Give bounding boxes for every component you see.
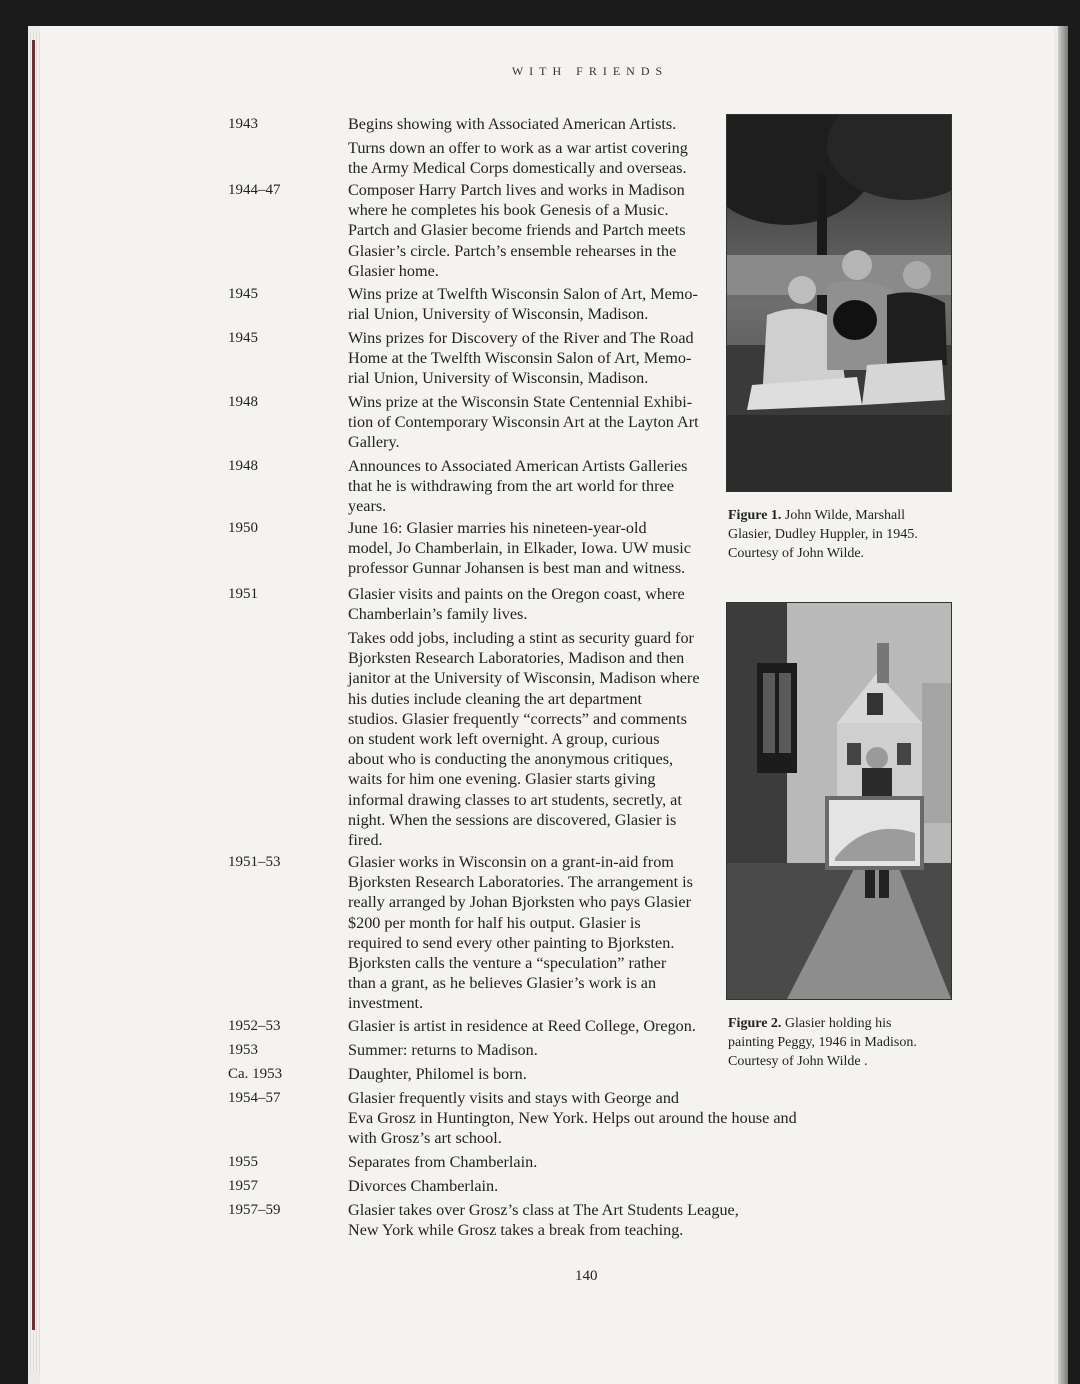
entry-line: night. When the sessions are discovered, Glasier is (348, 810, 677, 829)
entry-line: really arranged by Johan Bjorksten who pays Glasier (348, 893, 691, 912)
entry-text (348, 1176, 498, 1196)
entry-line: required to send every other painting to Bjorksten. (348, 933, 675, 952)
entry-line: $200 per month for half his output. Glasier is (348, 913, 641, 932)
entry-text (348, 1016, 696, 1036)
running-head: WITH FRIENDS (511, 64, 669, 78)
entry-text (348, 180, 686, 281)
entry-line: professor Gunnar Johansen is best man and witness. (348, 559, 686, 578)
entry-line: Glasier frequently visits and stays with George and (348, 1089, 680, 1107)
caption-line: Courtesy of John Wilde . (728, 1054, 868, 1069)
caption-line: Glasier holding his (781, 1016, 892, 1031)
entry-text (348, 1040, 538, 1060)
entry-line: Wins prize at Twelfth Wisconsin Salon of Art, Memo- (348, 285, 698, 303)
entry-line: Glasier’s circle. Partch’s ensemble rehearses in the (348, 241, 677, 260)
entry-year: 1955 (228, 1154, 258, 1170)
entry-year: 1944–47 (228, 182, 281, 198)
entry-year: 1954–57 (228, 1090, 281, 1106)
entry-line: New York while Grosz takes a break from teaching. (348, 1221, 684, 1240)
entry-year: 1957 (228, 1178, 258, 1194)
entry-line: June 16: Glasier marries his nineteen-year-old (348, 519, 647, 537)
entry-line: about who is conducting the anonymous critiques, (348, 750, 674, 769)
entry-line: where he completes his book Genesis of a Music. (348, 201, 669, 220)
entry-line: fired. (348, 831, 383, 850)
entry-year: 1943 (228, 116, 258, 132)
entry-text (348, 456, 687, 517)
entry-text (348, 1064, 527, 1084)
entry-line: Glasier visits and paints on the Oregon coast, where (348, 585, 685, 603)
book-spine-edge (32, 40, 35, 1330)
entry-year: 1950 (228, 520, 258, 536)
caption-line: Glasier, Dudley Huppler, in 1945. (728, 527, 918, 542)
entry-line: Wins prizes for Discovery of the River and The Road (348, 329, 694, 347)
page-number: 140 (575, 1268, 598, 1284)
figure-1-label: Figure 1. (728, 508, 782, 523)
entry-line: informal drawing classes to art students, secretly, at (348, 790, 682, 809)
entry-text (348, 284, 698, 324)
entry-year: 1951–53 (228, 854, 281, 870)
entry-line: Glasier works in Wisconsin on a grant-in-aid from (348, 853, 674, 871)
entry-text (348, 628, 700, 850)
entry-line: his duties include cleaning the art department (348, 689, 642, 708)
entry-line: investment. (348, 994, 424, 1013)
entry-text (348, 1088, 797, 1149)
entry-text (348, 852, 693, 1014)
entry-line: Summer: returns to Madison. (348, 1041, 538, 1059)
entry-line: Bjorksten Research Laboratories. The arrangement is (348, 873, 693, 892)
entry-text (348, 584, 685, 624)
caption-line: John Wilde, Marshall (781, 508, 906, 523)
caption-line: painting Peggy, 1946 in Madison. (728, 1035, 917, 1050)
entry-year: 1945 (228, 330, 258, 346)
entry-line: Begins showing with Associated American Artists. (348, 115, 677, 133)
entry-line: tion of Contemporary Wisconsin Art at the Layton Art (348, 413, 699, 432)
entry-line: Glasier takes over Grosz’s class at The Art Students League, (348, 1201, 739, 1219)
entry-line: Takes odd jobs, including a stint as security guard for (348, 629, 694, 647)
entry-year: 1952–53 (228, 1018, 281, 1034)
figure-2-photo (726, 602, 952, 1000)
entry-text (348, 392, 699, 453)
figure-1-photo-art (727, 115, 951, 491)
entry-line: Bjorksten Research Laboratories, Madison and then (348, 649, 685, 668)
figure-1-caption (728, 506, 948, 563)
entry-line: that he is withdrawing from the art world for three (348, 477, 674, 496)
entry-line: Turns down an offer to work as a war artist covering (348, 139, 688, 157)
entry-line: janitor at the University of Wisconsin, Madison where (348, 669, 700, 688)
entry-line: on student work left overnight. A group, curious (348, 730, 660, 749)
entry-text (348, 328, 694, 389)
entry-year: 1945 (228, 286, 258, 302)
entry-year: 1948 (228, 394, 258, 410)
entry-line: than a grant, as he believes Glasier’s work is an (348, 974, 657, 993)
entry-year: 1953 (228, 1042, 258, 1058)
entry-year: 1951 (228, 586, 258, 602)
figure-2-caption (728, 1014, 948, 1071)
entry-year: 1957–59 (228, 1202, 281, 1218)
entry-text (348, 1152, 537, 1172)
entry-line: Partch and Glasier become friends and Partch meets (348, 221, 686, 240)
entry-year: 1948 (228, 458, 258, 474)
entry-line: waits for him one evening. Glasier starts giving (348, 770, 656, 789)
entry-line: studios. Glasier frequently “corrects” and comments (348, 709, 687, 728)
entry-line: Wins prize at the Wisconsin State Centennial Exhibi- (348, 393, 693, 411)
figure-2-label: Figure 2. (728, 1016, 782, 1031)
entry-text (348, 138, 688, 178)
entry-line: Announces to Associated American Artists Galleries (348, 457, 688, 475)
entry-year: Ca. 1953 (228, 1066, 283, 1082)
entry-line: Composer Harry Partch lives and works in Madison (348, 181, 685, 199)
entry-line: Daughter, Philomel is born. (348, 1065, 527, 1083)
entry-line: Home at the Twelfth Wisconsin Salon of Art, Memo- (348, 349, 692, 368)
entry-line: Glasier is artist in residence at Reed College, Oregon. (348, 1017, 696, 1035)
entry-line: Separates from Chamberlain. (348, 1153, 538, 1171)
entry-line: Bjorksten calls the venture a “speculation” rather (348, 954, 667, 973)
entry-text (348, 518, 691, 579)
entry-line: Gallery. (348, 433, 400, 452)
entry-line: the Army Medical Corps domestically and overseas. (348, 159, 687, 178)
entry-line: Glasier home. (348, 261, 439, 280)
figure-1-photo (726, 114, 952, 492)
entry-text (348, 114, 676, 134)
entry-line: with Grosz’s art school. (348, 1129, 502, 1148)
figure-2-photo-art (727, 603, 951, 999)
caption-line: Courtesy of John Wilde. (728, 546, 865, 561)
entry-text (348, 1200, 739, 1240)
entry-line: Chamberlain’s family lives. (348, 605, 528, 624)
entry-line: Divorces Chamberlain. (348, 1177, 499, 1195)
entry-line: Eva Grosz in Huntington, New York. Helps out around the house and (348, 1109, 797, 1128)
entry-line: years. (348, 497, 387, 516)
entry-line: rial Union, University of Wisconsin, Madison. (348, 369, 649, 388)
entry-line: model, Jo Chamberlain, in Elkader, Iowa. UW music (348, 539, 691, 558)
entry-line: rial Union, University of Wisconsin, Madison. (348, 305, 649, 324)
